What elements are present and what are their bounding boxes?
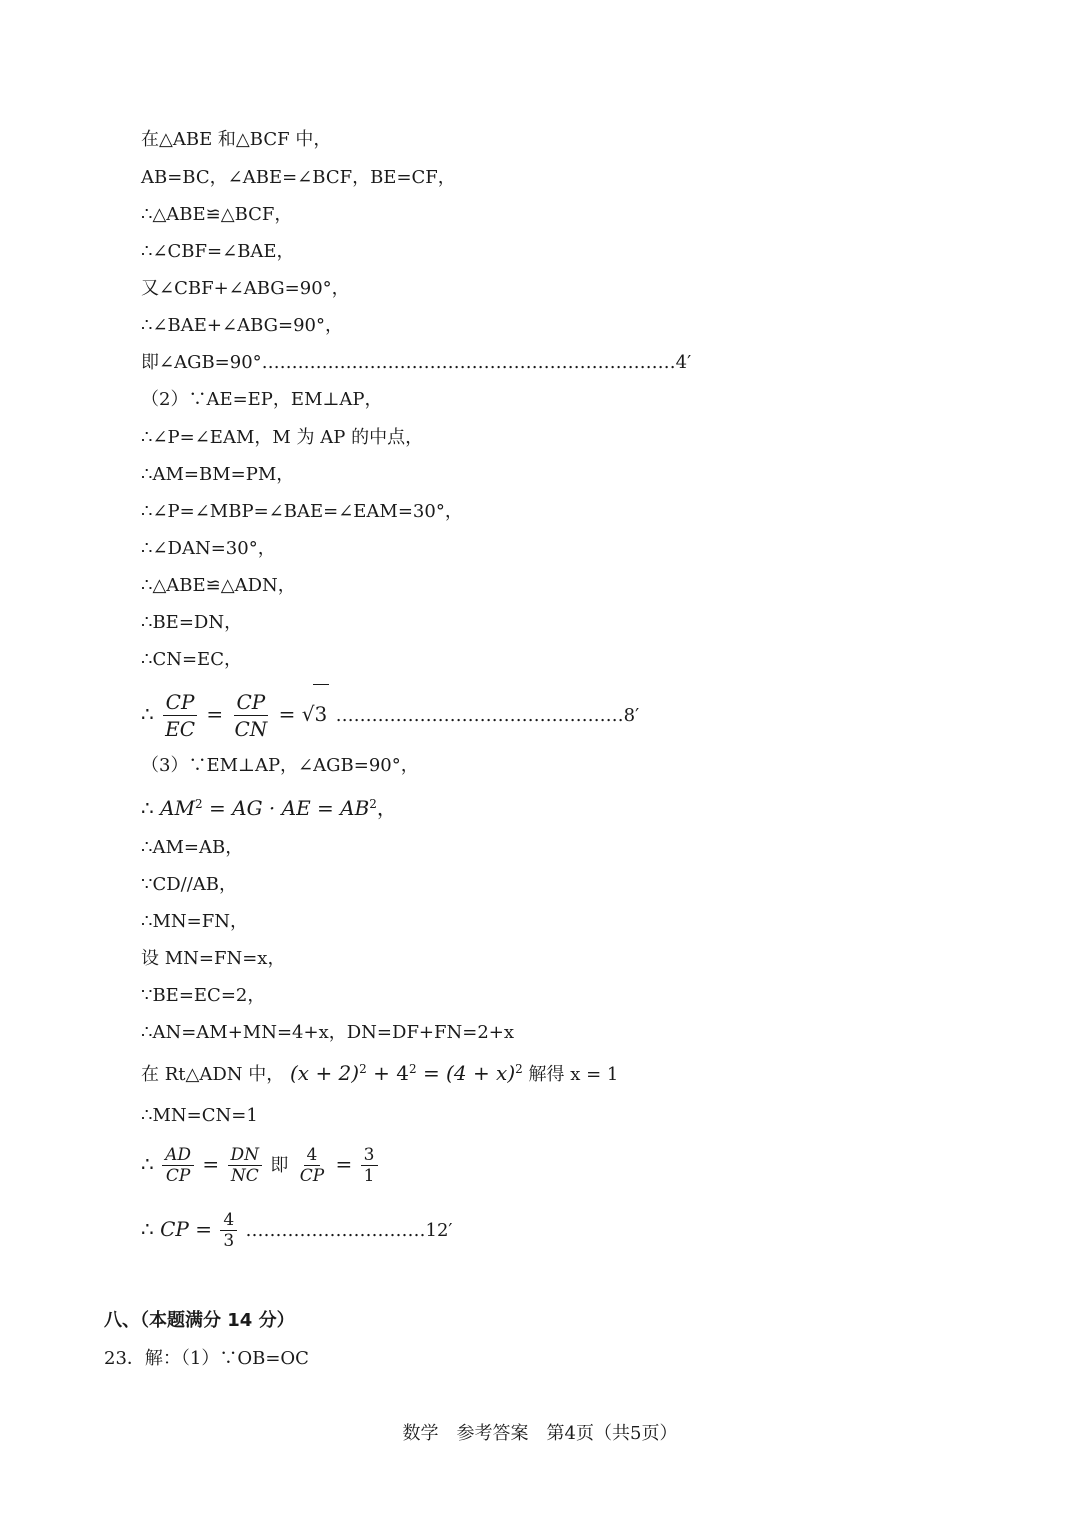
text-line: ∴AN=AM+MN=4+x，DN=DF+FN=2+x <box>141 1022 515 1043</box>
text-line: ∴BE=DN， <box>141 612 243 633</box>
text-line: （2）∵AE=EP，EM⊥AP， <box>141 389 383 410</box>
text-line: ∴△ABE≌△ADN， <box>141 575 296 596</box>
text-line: 即∠AGB=90°……………………………………………………………4′ <box>141 352 692 373</box>
section-heading: 八、（本题满分 14 分） <box>104 1310 295 1331</box>
question-23: 23．解：（1）∵OB=OC <box>104 1348 309 1369</box>
fraction-equation-2: ∴ $\frac{AD}{CP}$ = $\frac{DN}{NC}$ 即 $\frac{4}{CP}$ = $\frac{3}{1}$ <box>141 1140 380 1190</box>
text-line: （3）∵EM⊥AP，∠AGB=90°， <box>141 755 419 776</box>
page-footer: 数学 参考答案 第4页（共5页） <box>402 1423 678 1444</box>
equation-am-squared: ∴ $AM^2$ = AG · AE = $AB^2$， <box>141 796 397 820</box>
text-line: AB=BC，∠ABE=∠BCF，BE=CF， <box>141 167 456 188</box>
text-line: 又∠CBF+∠ABG=90°， <box>141 278 350 299</box>
text-line: ∴∠CBF=∠BAE， <box>141 241 295 262</box>
text-line: 设 MN=FN=x， <box>141 948 286 969</box>
text-line: 在△ABE 和△BCF 中， <box>141 129 332 150</box>
text-line: ∴∠DAN=30°， <box>141 538 276 559</box>
text-line: ∴AM=AB， <box>141 837 244 858</box>
text-line: ∴MN=CN=1 <box>141 1105 258 1126</box>
equation-pythagorean: 在 Rt△ADN 中， $(x + 2)^2 + 4^2 = (4 + x)^2$ 解得 x = 1 <box>141 1061 619 1085</box>
text-line: ∴△ABE≌△BCF， <box>141 204 293 225</box>
text-line: ∴CN=EC， <box>141 649 242 670</box>
text-line: ∴MN=FN， <box>141 911 248 932</box>
text-line: ∴AM=BM=PM， <box>141 464 295 485</box>
fraction-equation-3: ∴ CP = $\frac{4}{3}$ …………………………12′ <box>141 1210 453 1251</box>
text-line: ∴∠P=∠EAM，M 为 AP 的中点， <box>141 427 424 448</box>
text-line: ∵CD//AB， <box>141 874 238 895</box>
text-line: ∴∠BAE+∠ABG=90°， <box>141 315 343 336</box>
text-line: ∴∠P=∠MBP=∠BAE=∠EAM=30°， <box>141 501 463 522</box>
fraction-equation-1: ∴ $\frac{CP}{EC}$ = $\frac{CP}{CN}$ = √3 …………………………………………8′ <box>141 684 639 745</box>
text-line: ∵BE=EC=2， <box>141 985 266 1006</box>
